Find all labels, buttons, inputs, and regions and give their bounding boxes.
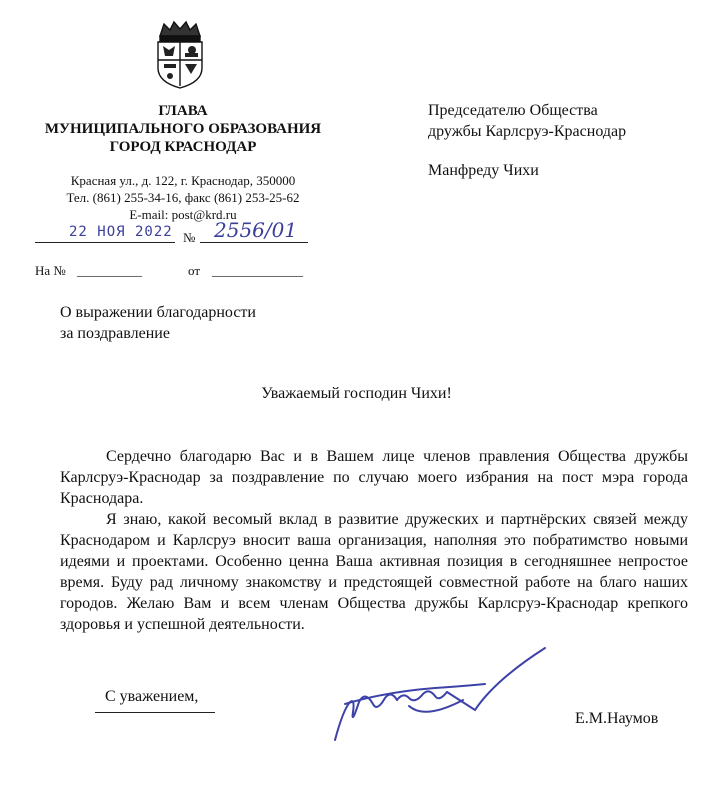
ref-label: На № bbox=[35, 263, 66, 278]
recipient-line1: Председателю Общества bbox=[428, 102, 598, 119]
org-email: E-mail: post@krd.ru bbox=[129, 207, 237, 222]
number-field bbox=[200, 218, 308, 243]
from-label: от bbox=[188, 263, 201, 278]
date-stamp: 22 НОЯ 2022 bbox=[69, 224, 173, 240]
signer-name: Е.М.Наумов bbox=[575, 710, 659, 727]
org-phone: Тел. (861) 255-34-16, факс (861) 253-25-62 bbox=[66, 190, 300, 205]
letter-body bbox=[60, 446, 688, 635]
outgoing-number: 2556/01 bbox=[214, 218, 298, 242]
recipient-line2: дружбы Карлсруэ-Краснодар bbox=[428, 123, 627, 140]
org-title-line2: МУНИЦИПАЛЬНОГО ОБРАЗОВАНИЯ bbox=[44, 121, 322, 137]
number-label: № bbox=[183, 230, 196, 245]
from-blank: ______________ bbox=[212, 263, 303, 278]
subject-line2: за поздравление bbox=[60, 325, 170, 342]
subject bbox=[60, 302, 256, 344]
subject-line1: О выражении благодарности bbox=[60, 304, 256, 321]
closing: С уважением, bbox=[105, 688, 199, 705]
closing-underline bbox=[95, 712, 215, 713]
recipient-name: Манфреду Чихи bbox=[428, 162, 539, 179]
org-title-line3: ГОРОД КРАСНОДАР bbox=[109, 139, 257, 155]
body-paragraph-2: Я знаю, какой весомый вклад в развитие дружеских и партнёрских связей между Краснодаром и Карлсруэ вносит ваша организация, наполняя это побратимство новыми идеями и проектами. Особенно ценна Ваша активная позиция в сегодняшнее непростое время. Буду рад личному знакомству и предстоящей совместной работе на благо наших городов. Желаю Вам и всем членам Общества дружбы Карлсруэ-Краснодар крепкого здоровья и успешной деятельности. bbox=[60, 511, 688, 633]
greeting: Уважаемый господин Чихи! bbox=[261, 385, 452, 402]
coat-of-arms-icon bbox=[152, 20, 208, 90]
date-field bbox=[35, 226, 175, 243]
org-address: Красная ул., д. 122, г. Краснодар, 350000 bbox=[70, 173, 296, 188]
body-paragraph-1: Сердечно благодарю Вас и в Вашем лице членов правления Общества дружбы Карлсруэ-Краснодар за поздравление по случаю моего избрания на пост мэра города Краснодара. bbox=[60, 448, 688, 507]
ref-blank: __________ bbox=[77, 263, 142, 278]
signature-image bbox=[325, 640, 565, 750]
org-title-line1: ГЛАВА bbox=[158, 103, 208, 119]
